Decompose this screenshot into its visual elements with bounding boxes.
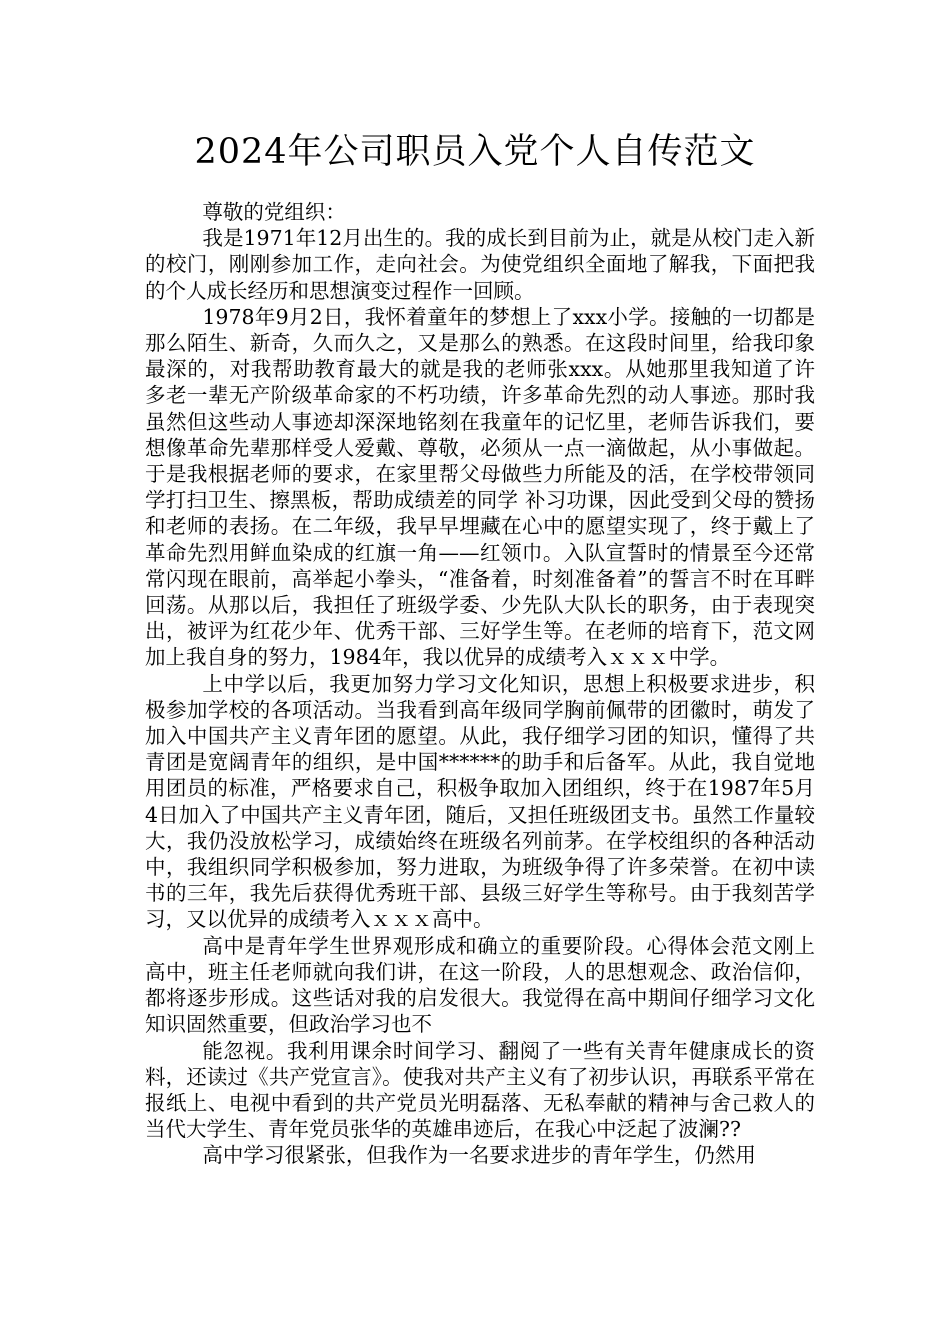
paragraph-middle-school: 上中学以后，我更加努力学习文化知识，思想上积极要求进步，积极参加学校的各项活动。当我看到高年级同学胸前佩带的团徽时，萌发了加入中国共产主义青年团的愿望。从此，我仔细学习团的知识，懂得了共青团是宽阔青年的组织，是中国******的助手和后备军。从此，我自觉地用团员的标准，严格要求自己，积极争取加入团组织，终于在1987年5月4日加入了中国共产主义青年团，随后，又担任班级团支书。虽然工作量较大，我仍没放松学习，成绩始终在班级名列前茅。在学校组织的各种活动中，我组织同学积极参加，努力进取，为班级争得了许多荣誉。在初中读书的三年，我先后获得优秀班干部、县级三好学生等称号。由于我刻苦学习，又以优异的成绩考入ｘｘｘ高中。 xyxy=(145,671,815,932)
salutation: 尊敬的党组织： xyxy=(202,200,346,224)
paragraph-primary-school: 1978年9月2日，我怀着童年的梦想上了xxx小学。接触的一切都是那么陌生、新奇，久而久之，又是那么的熟悉。在这段时间里，给我印象最深的，对我帮助教育最大的就是我的老师张xxx。从她那里我知道了许多老一辈无产阶级革命家的不朽功绩，许多革命先烈的动人事迹。那时我虽然但这些动人事迹却深深地铭刻在我童年的记忆里，老师告诉我们，要想像革命先辈那样受人爱戴、尊敬，必须从一点一滴做起，从小事做起。于是我根据老师的要求，在家里帮父母做些力所能及的活，在学校带领同学打扫卫生、擦黑板，帮助成绩差的同学 补习功课，因此受到父母的赞扬和老师的表扬。在二年级，我早早埋藏在心中的愿望实现了，终于戴上了革命先烈用鲜血染成的红旗一角——红领巾。入队宣誓时的情景至今还常常闪现在眼前，高举起小拳头，“准备着，时刻准备着”的誓言不时在耳畔回荡。从那以后，我担任了班级学委、少先队大队长的职务，由于表现突出，被评为红花少年、优秀干部、三好学生等。在老师的培育下，范文网加上我自身的努力，1984年，我以优异的成绩考入ｘｘｘ中学。 xyxy=(145,304,815,670)
paragraph-study: 高中学习很紧张，但我作为一名要求进步的青年学生，仍然用 xyxy=(202,1143,756,1168)
paragraph-intro: 我是1971年12月出生的。我的成长到目前为止，就是从校门走入新的校门，刚刚参加工作，走向社会。为使党组织全面地了解我，下面把我的个人成长经历和思想演变过程作一回顾。 xyxy=(145,226,815,303)
document-title: 2024年公司职员入党个人自传范文 xyxy=(194,132,756,172)
paragraph-high-school: 高中是青年学生世界观形成和确立的重要阶段。心得体会范文刚上高中，班主任老师就向我们讲，在这一阶段，人的思想观念、政治信仰，都将逐步形成。这些话对我的启发很大。我觉得在高中期间仔细学习文化知识固然重要，但政治学习也不 xyxy=(145,933,815,1037)
paragraph-reading: 能忽视。我利用课余时间学习、翻阅了一些有关青年健康成长的资料，还读过《共产党宣言》。使我对共产主义有了初步认识，再联系平常在报纸上、电视中看到的共产党员光明磊落、无私奉献的精神与舍己救人的当代大学生、青年党员张华的英雄串迹后，在我心中泛起了波澜?? xyxy=(145,1038,815,1142)
document-body xyxy=(145,199,815,1169)
